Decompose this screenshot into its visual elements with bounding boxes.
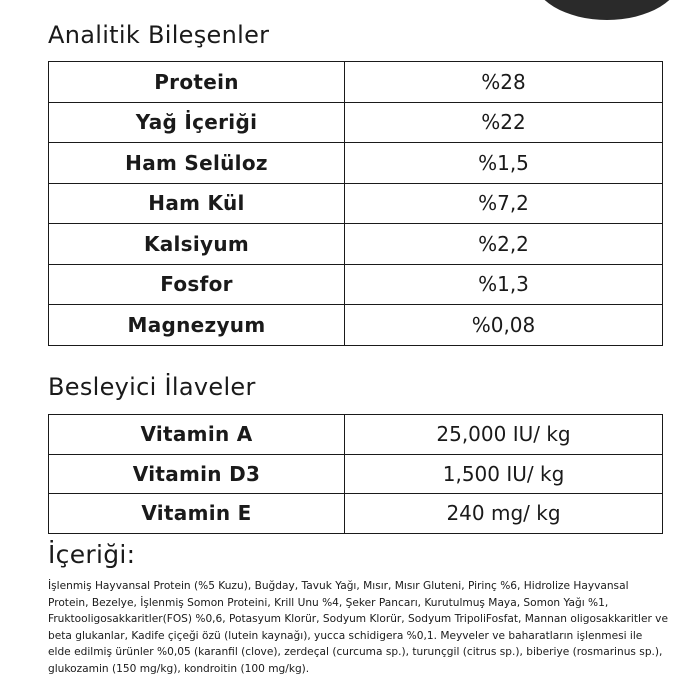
row-label: Ham Selüloz <box>49 143 345 184</box>
row-value: %0,08 <box>345 305 663 346</box>
table-row <box>49 415 663 455</box>
table-row <box>49 143 663 184</box>
row-value: 1,500 IU/ kg <box>345 454 663 494</box>
ingredients-title: İçeriği: <box>48 540 136 569</box>
table-row <box>49 102 663 143</box>
table-row <box>49 183 663 224</box>
row-label: Yağ İçeriği <box>49 102 345 143</box>
row-value: %28 <box>345 62 663 103</box>
row-label: Magnezyum <box>49 305 345 346</box>
row-label: Fosfor <box>49 264 345 305</box>
corner-decoration <box>532 0 682 20</box>
analytic-components-title: Analitik Bileşenler <box>48 21 270 49</box>
row-value: %22 <box>345 102 663 143</box>
table-row <box>49 224 663 265</box>
row-label: Protein <box>49 62 345 103</box>
table-row <box>49 264 663 305</box>
table-row <box>49 62 663 103</box>
row-value: %7,2 <box>345 183 663 224</box>
row-label: Kalsiyum <box>49 224 345 265</box>
nutritional-supplements-table <box>48 414 663 534</box>
nutritional-supplements-title: Besleyici İlaveler <box>48 373 256 401</box>
row-value: 25,000 IU/ kg <box>345 415 663 455</box>
row-label: Vitamin A <box>49 415 345 455</box>
row-value: %1,5 <box>345 143 663 184</box>
row-value: %2,2 <box>345 224 663 265</box>
row-value: 240 mg/ kg <box>345 494 663 534</box>
row-label: Vitamin E <box>49 494 345 534</box>
row-label: Vitamin D3 <box>49 454 345 494</box>
row-label: Ham Kül <box>49 183 345 224</box>
row-value: %1,3 <box>345 264 663 305</box>
table-row <box>49 305 663 346</box>
analytic-components-table <box>48 61 663 346</box>
table-row <box>49 494 663 534</box>
ingredients-text: İşlenmiş Hayvansal Protein (%5 Kuzu), Buğday, Tavuk Yağı, Mısır, Mısır Gluteni, Pirinç %6, Hidrolize Hayvansal Protein, Bezelye, İşlenmiş Somon Proteini, Krill Unu %4, Şeker Pancarı, Kurutulmuş Maya, Somon Yağı %1, Fruktooligosakkaritler(FOS) %0,6, Potasyum Klorür, Sodyum Klorür, Sodyum TripoliFosfat, Mannan oligosakkaritler ve beta glukanlar, Kadife çiçeği özü (lutein kaynağı), yucca schidigera %0,1. Meyveler ve baharatların işlenmesi ile elde edilmiş ürünler %0,05 (karanfil (clove), zerdeçal (curcuma sp.), turunçgil (citrus sp.), biberiye (rosmarinus sp.), glukozamin (150 mg/kg), kondroitin (100 mg/kg). <box>48 580 668 675</box>
table-row <box>49 454 663 494</box>
